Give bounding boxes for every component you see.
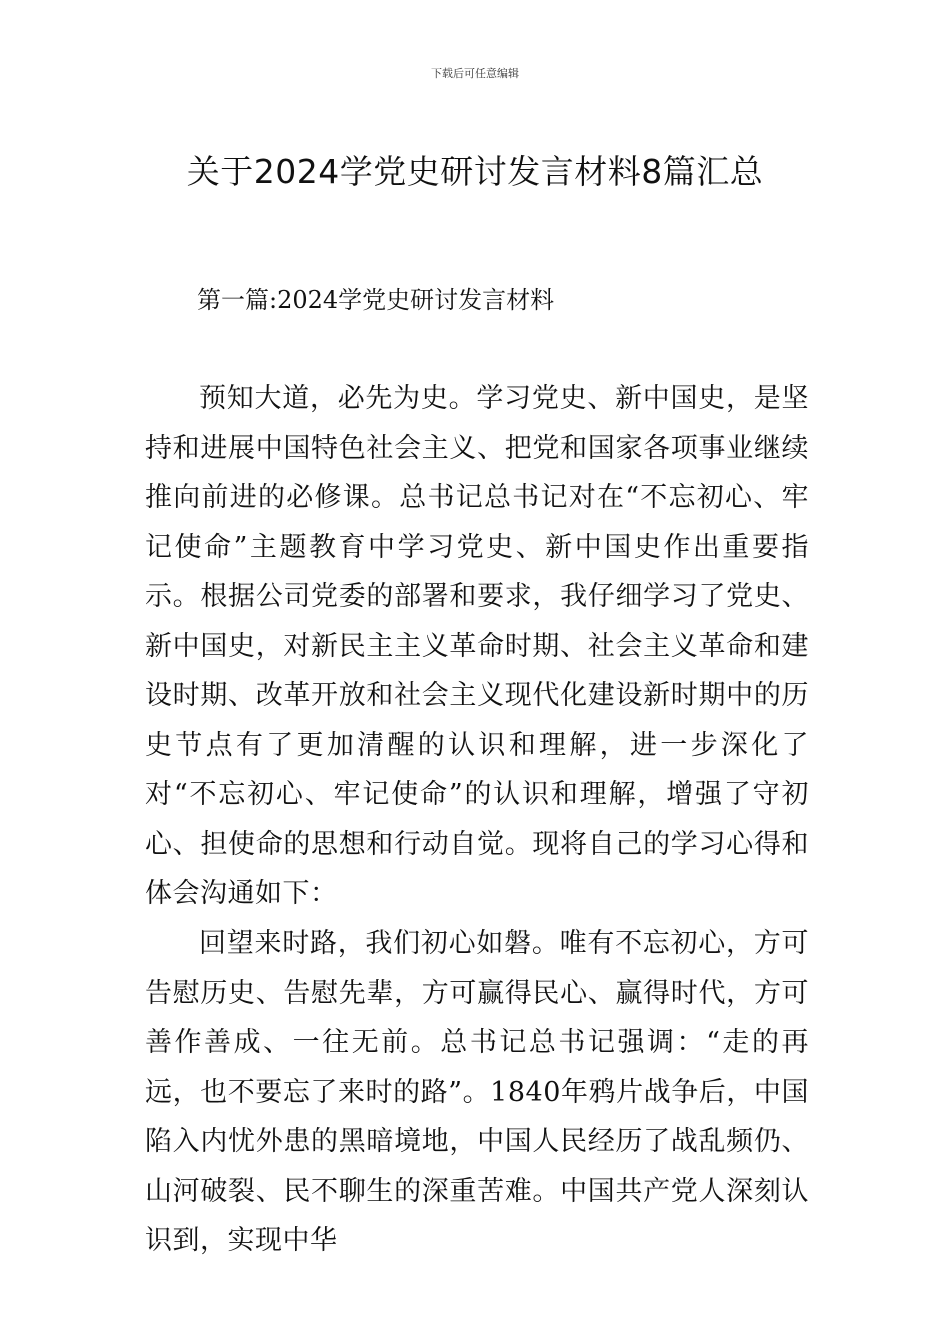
header-note: 下载后可任意编辑 bbox=[431, 67, 519, 80]
document-title: 关于2024学党史研讨发言材料8篇汇总 bbox=[186, 152, 764, 192]
section-heading: 第一篇:2024学党史研讨发言材料 bbox=[197, 286, 555, 314]
body-paragraph-1: 预知大道，必先为史。学习党史、新中国史，是坚持和进展中国特色社会主义、把党和国家各项事业继续推向前进的必修课。总书记总书记对在“不忘初心、牢记使命”主题教育中学习党史、新中国史作出重要指示。根据公司党委的部署和要求，我仔细学习了党史、新中国史，对新民主主义革命时期、社会主义革命和建设时期、改革开放和社会主义现代化建设新时期中的历史节点有了更加清醒的认识和理解，进一步深化了对“不忘初心、牢记使命”的认识和理解，增强了守初心、担使命的思想和行动自觉。现将自己的学习心得和体会沟通如下： bbox=[145, 383, 809, 909]
body-paragraph-2: 回望来时路，我们初心如磐。唯有不忘初心，方可告慰历史、告慰先辈，方可赢得民心、赢得时代，方可善作善成、一往无前。总书记总书记强调：“走的再远，也不要忘了来时的路”。1840年鸦片战争后，中国陷入内忧外患的黑暗境地，中国人民经历了战乱频仍、山河破裂、民不聊生的深重苦难。中国共产党人深刻认识到，实现中华 bbox=[145, 928, 809, 1256]
